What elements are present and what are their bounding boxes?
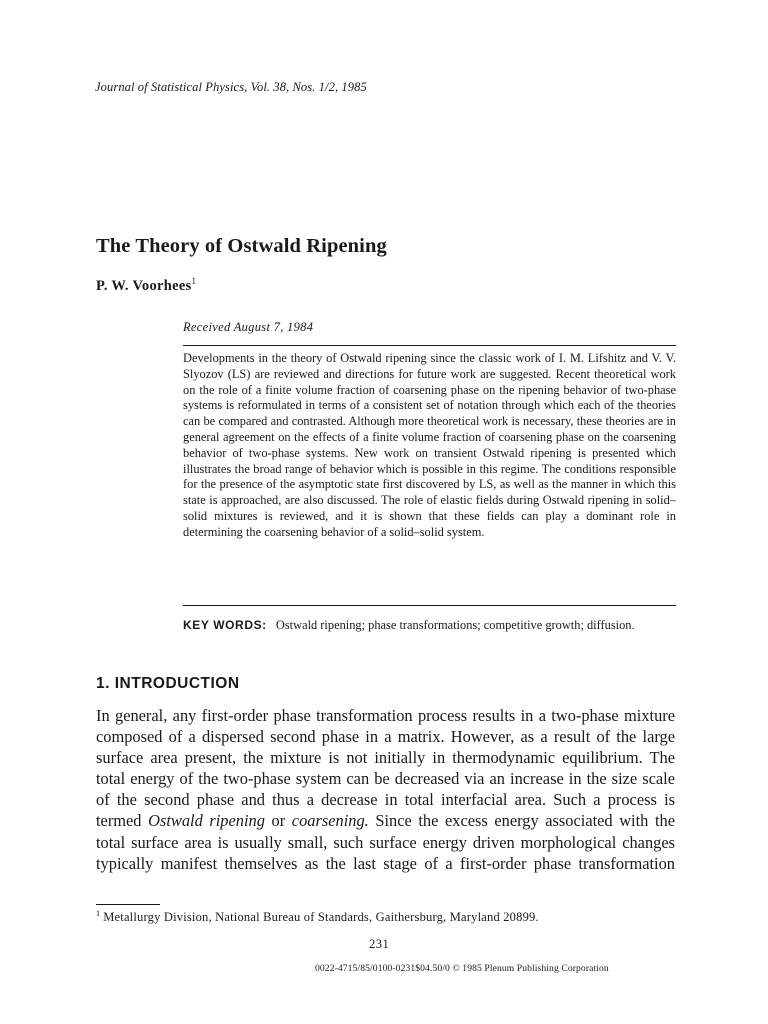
key-words-label: KEY WORDS: [183,618,267,632]
page-number: 231 [369,937,390,951]
author-name: P. W. Voorhees [96,278,192,294]
term-coarsening: coarsening. [291,811,369,831]
author-line [96,278,196,295]
journal-citation: Journal of Statistical Physics, Vol. 38, Nos. 1/2, 1985 [95,80,367,94]
copyright-line: 0022-4715/85/0100-0231$04.50/0 © 1985 Plenum Publishing Corporation [315,963,609,974]
footnote-text: Metallurgy Division, National Bureau of Standards, Gaithersburg, Maryland 20899. [103,910,539,924]
section-heading-introduction: 1. INTRODUCTION [96,675,240,692]
intro-text-part1: In general, any first-order phase transformation process results in a two-phase mixture composed of a dispersed second phase in a matrix. However, as a result of the large surface area present, the mixture is not initially in thermodynamic equilibrium. The total energy of the two-phase system can be decreased via an increase in the size scale of the second phase and thus a decrease in total interfacial area. Such a process is termed [96,706,675,831]
abstract-text: Developments in the theory of Ostwald ripening since the classic work of I. M. Lifshitz and V. V. Slyozov (LS) are reviewed and directions for future work are suggested. Recent theoretical work on the role of a finite volume fraction of coarsening phase on the ripening behavior of two-phase systems is reformulated in terms of a consistent set of notation through which each of the theories can be compared and contrasted. Although more theoretical work is necessary, these theories are in general agreement on the effects of a finite volume fraction of coarsening phase on the coarsening behavior of two-phase systems. New work on transient Ostwald ripening is presented which illustrates the broad range of behavior which is possible in this regime. The conditions responsible for the presence of the asymptotic state first discovered by LS, as well as the manner in which this state is approached, are also discussed. The role of elastic fields during Ostwald ripening in solid–solid mixtures is reviewed, and it is shown that these fields can play a dominant role in determining the coarsening behavior of a solid–solid system. [183,351,676,539]
footnote-mark: 1 [96,909,101,918]
introduction-paragraph [96,705,675,874]
footnote [96,910,539,925]
abstract-bottom-rule [183,605,676,606]
key-words-list: Ostwald ripening; phase transformations; competitive growth; diffusion. [275,618,635,632]
article-title: The Theory of Ostwald Ripening [96,235,387,257]
intro-text-part3: Since the excess energy associated with the total surface area is usually small, such surface energy driven morphological changes typically manifest themselves as the last stage of a first-order phase transformation [96,811,675,873]
author-footnote-mark: 1 [191,276,197,286]
key-words [183,617,676,634]
intro-text-part2: or [271,811,286,831]
footnote-rule [96,904,160,905]
term-ostwald-ripening: Ostwald ripening [148,811,265,831]
received-date: Received August 7, 1984 [183,320,314,334]
abstract-top-rule [183,345,676,346]
